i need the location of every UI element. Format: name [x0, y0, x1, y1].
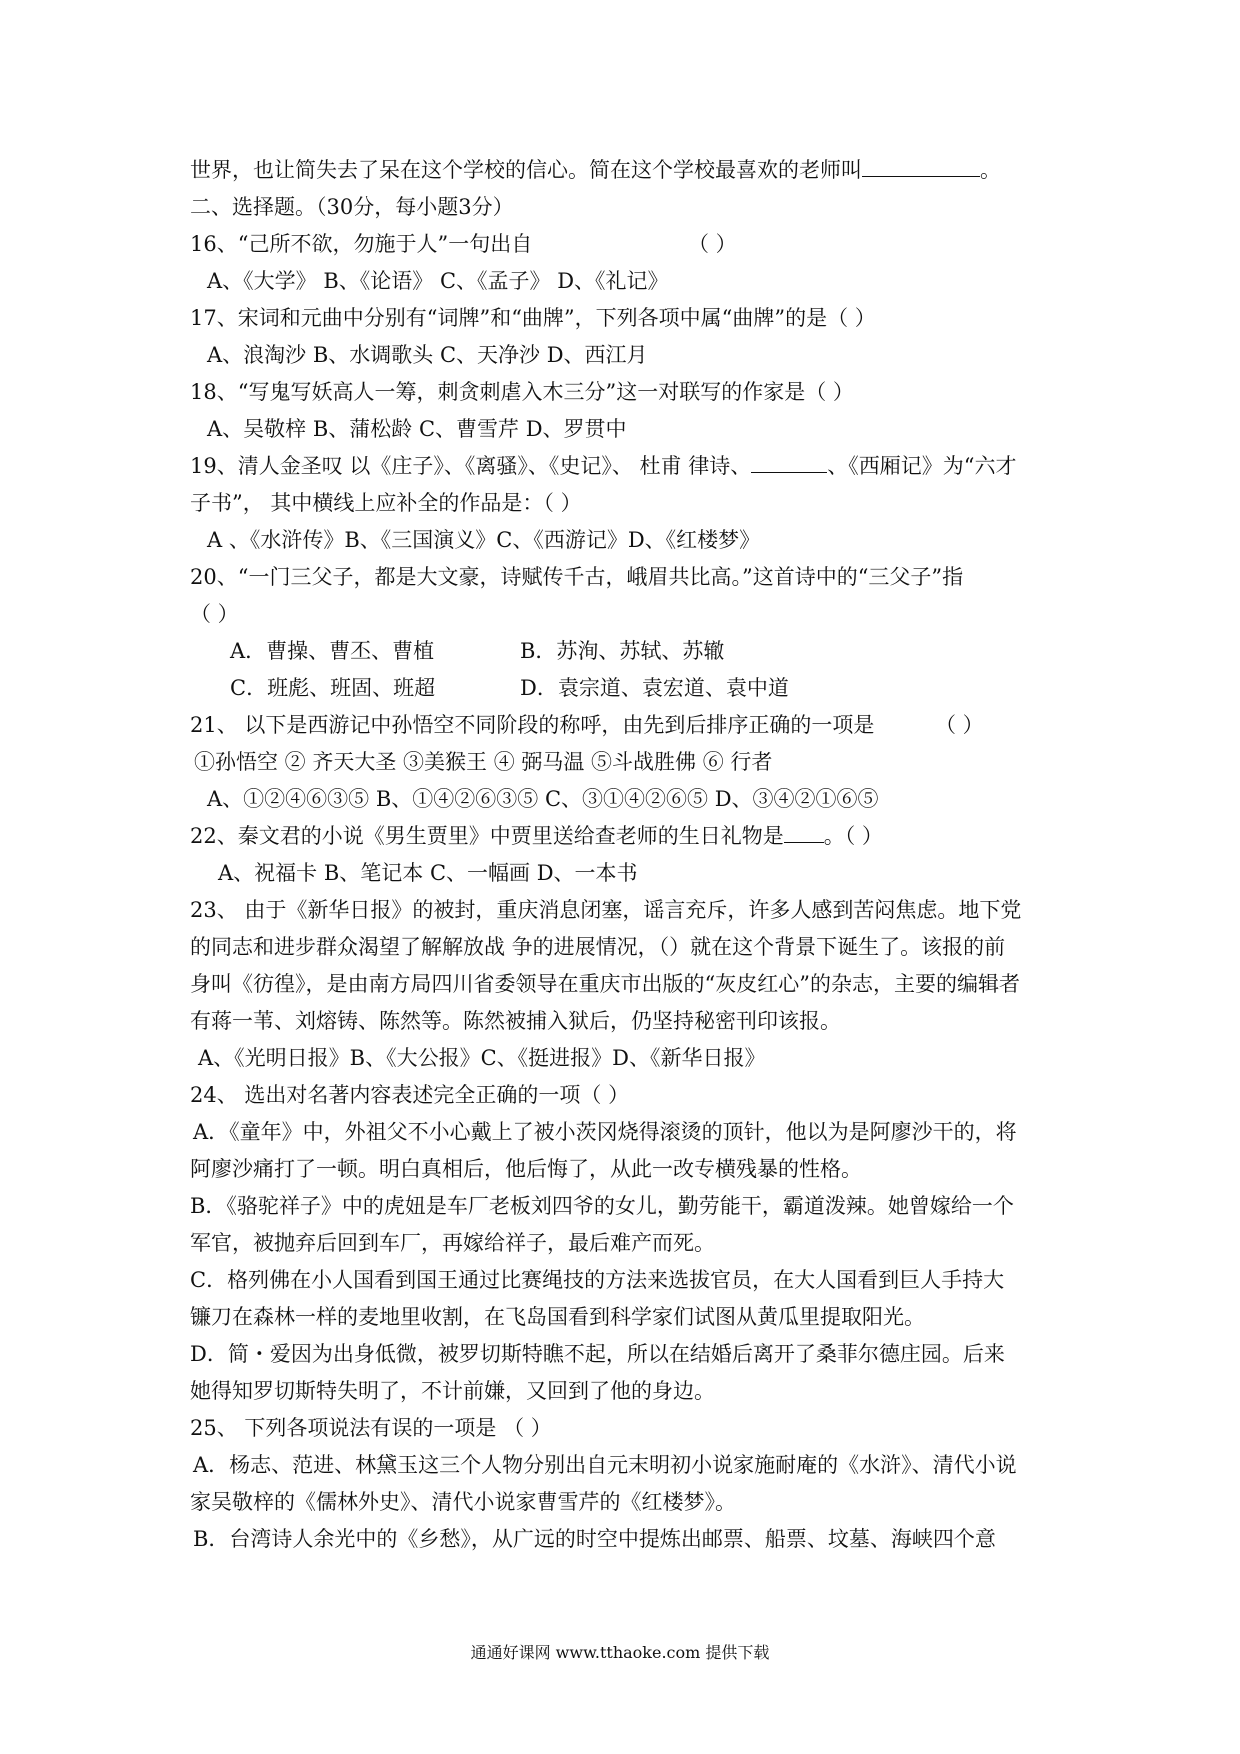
q24-option-c: C．格列佛在小人国看到国王通过比赛绳技的方法来选拔官员，在大人国看到巨人手持大	[190, 1268, 1005, 1292]
q25-option-b: B．台湾诗人余光中的《乡愁》，从广远的时空中提炼出邮票、船票、坟墓、海峡四个意	[193, 1527, 996, 1551]
q24-option-a: A．《童年》中，外祖父不小心戴上了被小茨冈烧得滚烫的顶针，他以为是阿廖沙干的，将	[193, 1120, 1017, 1144]
q24-option-b-cont: 军官，被抛弃后回到车厂，再嫁给祥子，最后难产而死。	[190, 1231, 715, 1255]
q25-option-a: A．杨志、范进、林黛玉这三个人物分别出自元末明初小说家施耐庵的《水浒》、清代小说	[193, 1453, 1017, 1477]
question-text: 21、 以下是西游记中孙悟空不同阶段的称呼，由先到后排序正确的一项是	[190, 713, 875, 737]
text: 。（ ）	[823, 824, 883, 848]
q24-option-d: D．简・爱因为出身低微，被罗切斯特瞧不起，所以在结婚后离开了桑菲尔德庄园。后来	[190, 1342, 1005, 1366]
q16-options: A、《大学》 B、《论语》 C、《孟子》 D、《礼记》	[207, 269, 669, 293]
question-24: 24、 选出对名著内容表述完全正确的一项（ ）	[190, 1083, 630, 1107]
question-22	[190, 821, 1060, 851]
text: 。	[980, 158, 1001, 182]
q21-names: ①孙悟空 ② 齐天大圣 ③美猴王 ④ 弼马温 ⑤斗战胜佛 ⑥ 行者	[194, 750, 773, 774]
question-19	[190, 451, 1060, 481]
text: 19、清人金圣叹 以《庄子》、《离骚》、《史记》、 杜甫 律诗、	[190, 454, 752, 478]
option-d: D．袁宗道、袁宏道、袁中道	[520, 676, 789, 700]
q20-answer-paren: （ ）	[190, 602, 239, 626]
q19-continuation: 子书”， 其中横线上应补全的作品是：（ ）	[190, 491, 582, 515]
section-heading: 二、选择题。（30分，每小题3分）	[190, 195, 514, 219]
option-c: C．班彪、班固、班超	[230, 676, 436, 700]
q23-line-3: 身叫《彷徨》，是由南方局四川省委领导在重庆市出版的“灰皮红心”的杂志，主要的编辑者	[190, 972, 1020, 996]
q24-option-b: B．《骆驼祥子》中的虎妞是车厂老板刘四爷的女儿，勤劳能干，霸道泼辣。她曾嫁给一个	[190, 1194, 1014, 1218]
answer-blank	[751, 452, 827, 473]
question-20: 20、“一门三父子，都是大文豪，诗赋传千古，峨眉共比高。”这首诗中的“三父子”指	[190, 565, 964, 589]
q22-options: A、祝福卡 B、笔记本 C、一幅画 D、一本书	[218, 861, 638, 885]
q21-options: A、①②④⑥③⑤ B、①④②⑥③⑤ C、③①④②⑥⑤ D、③④②①⑥⑤	[207, 787, 879, 811]
question-23: 23、 由于《新华日报》的被封，重庆消息闭塞，谣言充斥，许多人感到苦闷焦虑。地下党	[190, 898, 1022, 922]
q20-options-row1	[230, 636, 1100, 666]
q18-options: A、吴敬梓 B、蒲松龄 C、曹雪芹 D、罗贯中	[207, 417, 627, 441]
option-b: B．苏洵、苏轼、苏辙	[520, 639, 725, 663]
q24-option-a-cont: 阿廖沙痛打了一顿。明白真相后，他后悔了，从此一改专横残暴的性格。	[190, 1157, 862, 1181]
q23-line-4: 有蒋一苇、刘熔铸、陈然等。陈然被捕入狱后，仍坚持秘密刊印该报。	[190, 1009, 841, 1033]
text: 、《西厢记》为“六才	[827, 454, 1017, 478]
q23-options: A、《光明日报》B、《大公报》C、《挺进报》D、《新华日报》	[198, 1046, 766, 1070]
question-18: 18、“写鬼写妖高人一筹，刺贪刺虐入木三分”这一对联写的作家是（ ）	[190, 380, 854, 404]
answer-paren: （ ）	[935, 713, 984, 737]
q20-options-row2	[230, 673, 1100, 703]
page-footer: 通通好课网 www.tthaoke.com 提供下载	[470, 1643, 770, 1662]
q19-options: A 、《水浒传》B、《三国演义》C、《西游记》D、《红楼梦》	[207, 528, 761, 552]
q17-options: A、浪淘沙 B、水调歌头 C、天净沙 D、西江月	[207, 343, 648, 367]
answer-blank	[862, 156, 980, 177]
question-17: 17、宋词和元曲中分别有“词牌”和“曲牌”，下列各项中属“曲牌”的是（ ）	[190, 306, 876, 330]
answer-paren: （ ）	[688, 232, 737, 256]
text: 22、秦文君的小说《男生贾里》中贾里送给查老师的生日礼物是	[190, 824, 784, 848]
q25-option-a-cont: 家吴敬梓的《儒林外史》、清代小说家曹雪芹的《红楼梦》。	[190, 1490, 736, 1514]
question-16	[190, 229, 1060, 259]
option-a: A．曹操、曹丕、曹植	[230, 639, 435, 663]
question-25: 25、 下列各项说法有误的一项是 （ ）	[190, 1416, 552, 1440]
q24-option-d-cont: 她得知罗切斯特失明了，不计前嫌，又回到了他的身边。	[190, 1379, 715, 1403]
question-21	[190, 710, 1060, 740]
question-text: 16、“己所不欲，勿施于人”一句出自	[190, 232, 533, 256]
q24-option-c-cont: 镰刀在森林一样的麦地里收割，在飞岛国看到科学家们试图从黄瓜里提取阳光。	[190, 1305, 925, 1329]
q23-line-2: 的同志和进步群众渴望了解解放战 争的进展情况，（）就在这个背景下诞生了。该报的前	[190, 935, 1006, 959]
answer-blank	[784, 822, 824, 843]
q15-tail-line	[190, 155, 1060, 185]
text: 世界，也让简失去了呆在这个学校的信心。简在这个学校最喜欢的老师叫	[190, 158, 862, 182]
